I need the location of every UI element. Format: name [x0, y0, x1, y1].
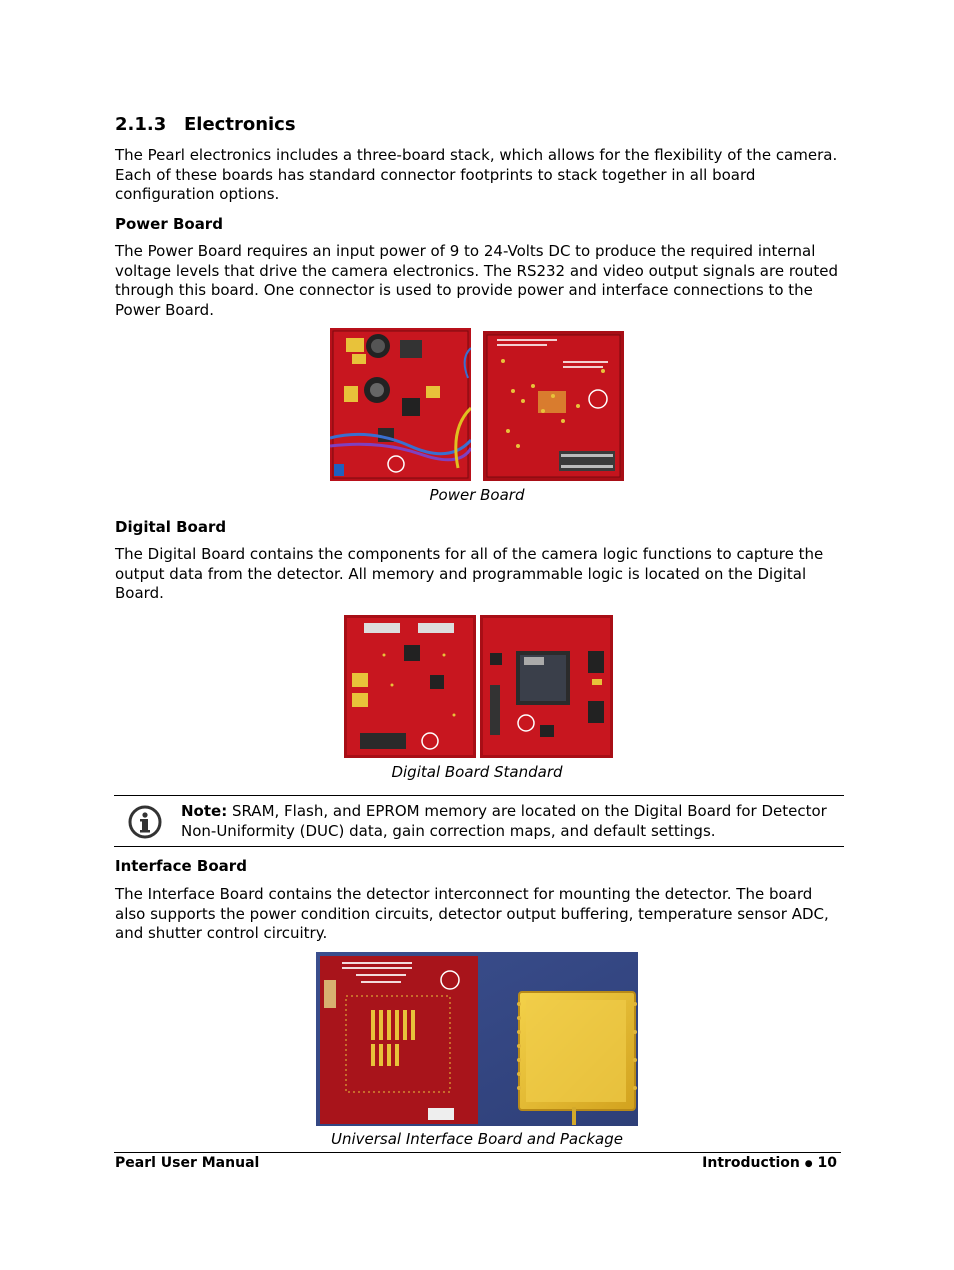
text-line — [181, 802, 827, 822]
power-board-paragraph — [115, 242, 838, 320]
text-line: also supports the power condition circuits, detector output buffering, temperature sensor ADC, — [115, 904, 829, 923]
note-text-2: Non-Uniformity (DUC) data, gain correction maps, and default settings. — [181, 821, 716, 840]
interface-board-photo — [316, 952, 638, 1126]
text-line: Board. — [115, 584, 164, 602]
note-label: Note: — [181, 802, 228, 820]
interface-board-heading: Interface Board — [115, 857, 247, 875]
footer-page-number: 10 — [817, 1155, 837, 1171]
power-board-caption: Power Board — [429, 486, 525, 504]
text-line: Power Board. — [115, 300, 214, 319]
section-number: 2.1.3 — [115, 114, 167, 135]
text-line: The Pearl electronics includes a three-board stack, which allows for the flexibility of the camera. — [115, 146, 838, 164]
interface-board-paragraph — [115, 885, 829, 944]
section-heading — [115, 114, 296, 135]
footer-page-info — [702, 1155, 837, 1171]
digital-board-paragraph — [115, 545, 823, 604]
note-bottom-rule — [114, 846, 844, 847]
intro-paragraph — [115, 146, 837, 205]
footer-rule — [114, 1152, 841, 1153]
digital-board-back-photo — [480, 615, 613, 758]
text-line: The Interface Board contains the detector interconnect for mounting the detector. The board — [115, 885, 813, 903]
text-line: through this board. One connector is used to provide power and interface connections to the — [115, 281, 813, 299]
section-title: Electronics — [184, 114, 296, 135]
note-text-1: SRAM, Flash, and EPROM memory are located on the Digital Board for Detector — [227, 802, 827, 820]
power-board-front-photo — [330, 328, 471, 481]
note-text — [181, 802, 827, 841]
text-line: output data from the detector. All memory and programmable logic is located on the Digital — [115, 564, 807, 583]
text-line: The Digital Board contains the components for all of the camera logic functions to capture the — [115, 545, 824, 563]
digital-board-caption: Digital Board Standard — [391, 763, 563, 781]
note-top-rule — [114, 795, 844, 796]
text-line: The Power Board requires an input power of 9 to 24-Volts DC to produce the required internal — [115, 242, 816, 260]
text-line: and shutter control circuitry. — [115, 924, 328, 942]
text-line: configuration options. — [115, 185, 280, 203]
info-icon — [128, 805, 162, 839]
power-board-heading: Power Board — [115, 215, 223, 233]
interface-board-caption: Universal Interface Board and Package — [330, 1130, 623, 1148]
footer-bullet: ● — [804, 1159, 813, 1169]
power-board-back-photo — [483, 331, 624, 481]
footer-manual-title: Pearl User Manual — [115, 1155, 260, 1171]
text-line: voltage levels that drive the camera electronics. The RS232 and video output signals are routed — [115, 261, 838, 280]
digital-board-front-photo — [344, 615, 476, 758]
digital-board-heading: Digital Board — [115, 518, 227, 536]
text-line: Each of these boards has standard connector footprints to stack together in all board — [115, 165, 756, 184]
footer-chapter: Introduction — [702, 1155, 800, 1171]
